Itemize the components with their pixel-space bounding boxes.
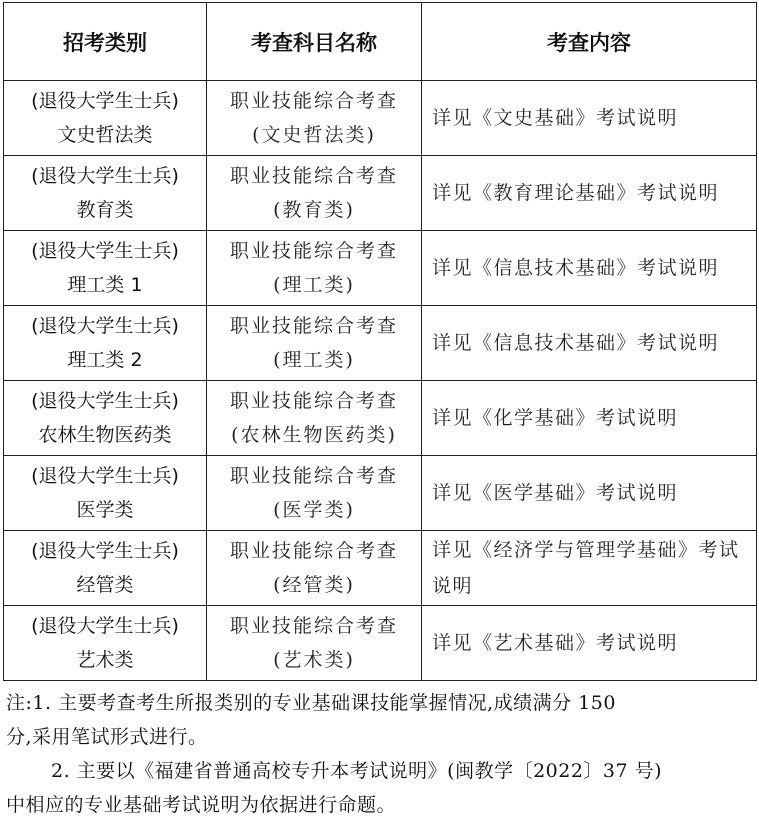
category-line: 经管类	[76, 574, 134, 596]
subject-line: (农林生物医药类)	[231, 424, 397, 446]
category-line: 理工类 1	[67, 274, 143, 296]
category-line: (退役大学生士兵)	[31, 390, 179, 412]
content-cell: 详见《文史基础》考试说明	[422, 81, 757, 156]
subject-cell	[207, 81, 422, 156]
header-subject: 考查科目名称	[207, 3, 422, 81]
category-line: 文史哲法类	[57, 124, 153, 146]
subject-cell	[207, 156, 422, 231]
category-cell	[4, 456, 207, 531]
subject-line: 职业技能综合考查	[229, 165, 398, 187]
category-line: 医学类	[76, 499, 134, 521]
notes-section	[6, 686, 752, 822]
category-cell	[4, 156, 207, 231]
note-line-1: 注:1. 主要考查考生所报类别的专业基础课技能掌握情况,成绩满分 150	[6, 692, 616, 714]
subject-line: 职业技能综合考查	[229, 465, 398, 487]
note-line-4: 中相应的专业基础考试说明为依据进行命题。	[6, 794, 397, 816]
subject-line: 职业技能综合考查	[229, 615, 398, 637]
subject-cell	[207, 306, 422, 381]
category-line: 理工类 2	[67, 349, 143, 371]
subject-line: (艺术类)	[273, 649, 355, 671]
category-line: (退役大学生士兵)	[31, 615, 179, 637]
exam-subjects-table	[3, 2, 757, 681]
table-row	[4, 606, 757, 681]
content-cell: 详见《信息技术基础》考试说明	[422, 231, 757, 306]
category-cell	[4, 381, 207, 456]
content-cell: 详见《教育理论基础》考试说明	[422, 156, 757, 231]
subject-cell	[207, 531, 422, 606]
category-line: (退役大学生士兵)	[31, 315, 179, 337]
content-cell: 详见《化学基础》考试说明	[422, 381, 757, 456]
category-line: (退役大学生士兵)	[31, 240, 179, 262]
note-line-2: 分,采用笔试形式进行。	[6, 726, 208, 748]
subject-line: (理工类)	[273, 349, 355, 371]
category-line: (退役大学生士兵)	[31, 90, 179, 112]
category-line: 教育类	[76, 199, 134, 221]
content-cell: 详见《经济学与管理学基础》考试说明	[422, 531, 757, 606]
subject-line: (教育类)	[273, 199, 355, 221]
subject-line: 职业技能综合考查	[229, 540, 398, 562]
category-cell	[4, 306, 207, 381]
category-line: (退役大学生士兵)	[31, 540, 179, 562]
subject-cell	[207, 606, 422, 681]
category-cell	[4, 81, 207, 156]
table-row	[4, 306, 757, 381]
subject-line: 职业技能综合考查	[229, 240, 398, 262]
table-row	[4, 381, 757, 456]
table-row	[4, 81, 757, 156]
category-cell	[4, 531, 207, 606]
subject-cell	[207, 381, 422, 456]
subject-cell	[207, 231, 422, 306]
content-cell: 详见《信息技术基础》考试说明	[422, 306, 757, 381]
subject-cell	[207, 456, 422, 531]
subject-line: 职业技能综合考查	[229, 315, 398, 337]
category-line: 农林生物医药类	[38, 424, 172, 446]
content-cell: 详见《医学基础》考试说明	[422, 456, 757, 531]
subject-line: 职业技能综合考查	[229, 390, 398, 412]
subject-line: (经管类)	[273, 574, 355, 596]
table-header-row	[4, 3, 757, 81]
subject-line: (理工类)	[273, 274, 355, 296]
subject-line: 职业技能综合考查	[229, 90, 398, 112]
content-cell: 详见《艺术基础》考试说明	[422, 606, 757, 681]
subject-line: (医学类)	[273, 499, 355, 521]
category-line: 艺术类	[76, 649, 134, 671]
category-cell	[4, 231, 207, 306]
note-line-3: 2. 主要以《福建省普通高校专升本考试说明》(闽教学〔2022〕37 号)	[51, 760, 663, 782]
table-row	[4, 231, 757, 306]
category-cell	[4, 606, 207, 681]
table-row	[4, 156, 757, 231]
subject-line: (文史哲法类)	[252, 124, 376, 146]
table-row	[4, 531, 757, 606]
category-line: (退役大学生士兵)	[31, 465, 179, 487]
category-line: (退役大学生士兵)	[31, 165, 179, 187]
header-content: 考查内容	[422, 3, 757, 81]
header-category: 招考类别	[4, 3, 207, 81]
table-row	[4, 456, 757, 531]
